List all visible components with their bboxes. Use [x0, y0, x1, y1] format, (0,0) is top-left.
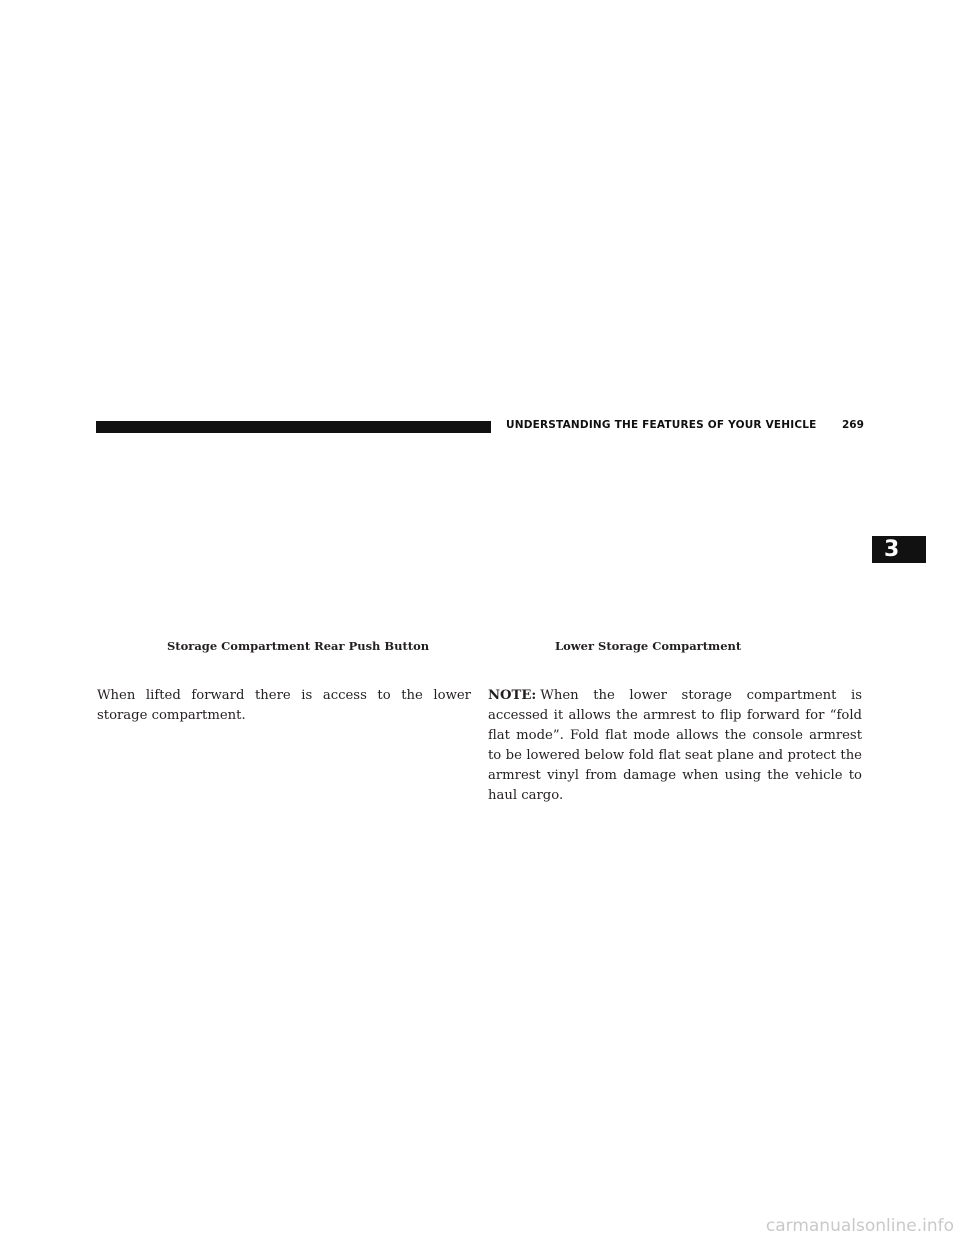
chapter-tab: 3 — [872, 536, 926, 563]
running-header-title: UNDERSTANDING THE FEATURES OF YOUR VEHICLE — [506, 419, 817, 431]
header-rule-bar — [96, 421, 491, 433]
note-label: NOTE: — [488, 688, 537, 703]
watermark-link[interactable]: carmanualsonline.info — [765, 1216, 954, 1236]
figure-caption-left: Storage Compartment Rear Push Button — [167, 639, 430, 653]
left-column-paragraph: When lifted forward there is access to the lower storage compartment. — [97, 688, 471, 723]
page-number: 269 — [842, 419, 864, 431]
figure-caption-right: Lower Storage Compartment — [555, 639, 742, 653]
right-column-note — [488, 686, 862, 806]
note-text: When the lower storage compartment is accessed it allows the armrest to flip forward for “fold flat mode”. Fold flat mode allows the console armrest to be lowered below fold flat seat plane and protect the armrest vinyl from damage when using the vehicle to haul cargo. — [488, 688, 862, 803]
